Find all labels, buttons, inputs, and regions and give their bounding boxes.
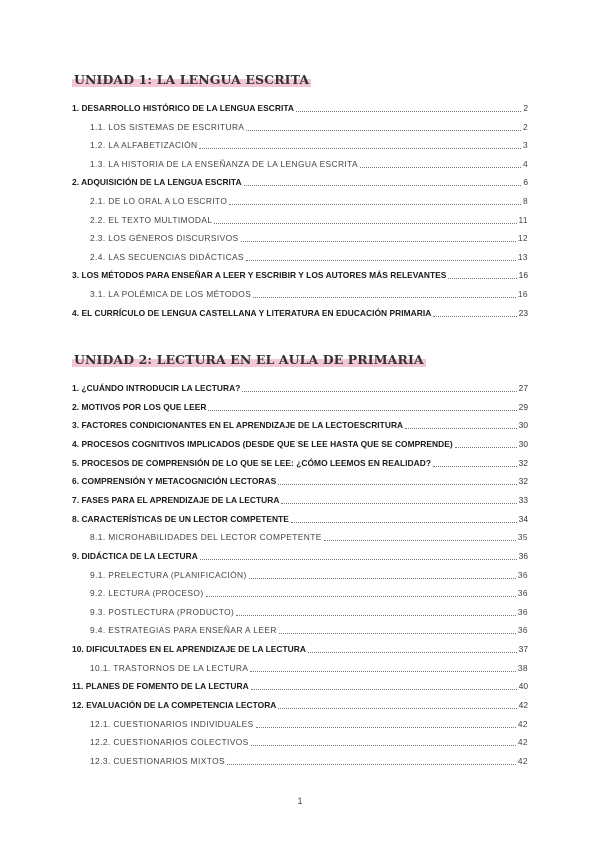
unit-2-title: UNIDAD 2: LECTURA EN EL AULA DE PRIMARIA [74,352,424,367]
dot-leader [249,577,516,579]
dot-leader [200,558,517,560]
toc-entry-page: 6 [523,177,528,188]
toc-entry-page: 36 [517,569,528,580]
dot-leader [251,688,517,690]
dot-leader [246,259,516,261]
toc-entry-title: 1.3. LA HISTORIA DE LA ENSEÑANZA DE LA LENGUA ESCRITA [90,158,359,169]
toc-entry[interactable] [72,174,528,188]
toc-entry-title: 2.1. DE LO ORAL A LO ESCRITO [90,196,228,206]
toc-entry[interactable] [72,380,528,394]
toc-entry[interactable] [90,249,528,263]
toc-entry[interactable] [72,455,528,469]
dot-leader [241,240,516,242]
toc-entry-title: 2.3. LOS GÉNEROS DISCURSIVOS [90,233,239,244]
toc-entry[interactable] [90,212,528,226]
toc-entry[interactable] [72,641,528,655]
toc-entry-title: 4. PROCESOS COGNITIVOS IMPLICADOS (DESDE QUE SE LEE HASTA QUE SE COMPRENDE) [72,438,453,449]
toc-entry-page: 16 [518,270,528,281]
dot-leader [281,502,516,504]
toc-entry-page: 32 [518,457,528,468]
toc-entry-page: 13 [517,251,528,262]
toc-entry-page: 42 [517,756,528,766]
toc-entry-title: 1. ¿CUÁNDO INTRODUCIR LA LECTURA? [72,383,241,393]
toc-entry-title: 1.2. LA ALFABETIZACIÓN [90,140,198,151]
toc-entry-title: 12.1. CUESTIONARIOS INDIVIDUALES [90,718,254,729]
toc-entry-page: 34 [518,513,528,524]
toc-entry-page: 40 [518,681,528,692]
dot-leader [242,390,516,392]
unit-1-title: UNIDAD 1: LA LENGUA ESCRITA [74,72,310,87]
toc-entry-page: 27 [518,383,528,393]
toc-entry-page: 2 [522,121,528,132]
dot-leader [291,521,517,523]
dot-leader [214,222,516,224]
dot-leader [279,632,516,634]
toc-entry-title: 3. FACTORES CONDICIONANTES EN EL APRENDIZAJE DE LA LECTOESCRITURA [72,420,404,431]
toc-entry-title: 9. DIDÁCTICA DE LA LECTURA [72,550,198,561]
toc-entry-title: 2. ADQUISICIÓN DE LA LENGUA ESCRITA [72,177,242,188]
dot-leader [206,595,516,597]
toc-entry-title: 2. MOTIVOS POR LOS QUE LEER [72,401,207,412]
toc-entry-title: 11. PLANES DE FOMENTO DE LA LECTURA [72,681,249,692]
toc-entry[interactable] [90,286,528,300]
toc-entry-page: 36 [518,550,528,561]
toc-entry-page: 30 [518,420,528,431]
toc-entry-page: 36 [517,588,528,599]
toc-entry-title: 1.1. LOS SISTEMAS DE ESCRITURA [90,121,245,132]
toc-entry-page: 4 [522,158,528,169]
dot-leader [278,707,516,709]
toc-entry-page: 37 [518,644,528,655]
dot-leader [250,670,516,672]
toc-entry[interactable] [72,678,528,692]
toc-entry-title: 9.2. LECTURA (PROCESO) [90,588,204,599]
toc-entry-page: 2 [523,103,528,113]
toc-entry-title: 3.1. LA POLÉMICA DE LOS MÉTODOS [90,289,252,299]
toc-entry-title: 5. PROCESOS DE COMPRENSIÓN DE LO QUE SE LEE: ¿CÓMO LEEMOS EN REALIDAD? [72,457,432,468]
toc-entry-page: 30 [518,438,528,449]
toc-entry-title: 12. EVALUACIÓN DE LA COMPETENCIA LECTORA [72,700,277,711]
toc-entry[interactable] [72,100,528,114]
toc-entry[interactable] [72,697,528,711]
toc-entry-title: 7. FASES PARA EL APRENDIZAJE DE LA LECTURA [72,494,280,505]
toc-entry-page: 33 [518,494,528,505]
toc-entry-title: 1. DESARROLLO HISTÓRICO DE LA LENGUA ESCRITA [72,103,294,113]
dot-leader [236,614,516,616]
dot-leader [227,763,516,765]
dot-leader [360,166,521,168]
toc-entry[interactable] [90,622,528,636]
dot-leader [455,446,517,448]
toc-entry[interactable] [90,230,528,244]
dot-leader [433,315,516,317]
toc-entry[interactable] [90,585,528,599]
toc-entry-title: 10.1. TRASTORNOS DE LA LECTURA [90,662,249,673]
toc-entry-page: 42 [517,737,528,748]
toc-entry[interactable] [90,716,528,730]
toc-entry[interactable] [90,193,528,207]
toc-entry-page: 42 [518,700,528,711]
dot-leader [251,744,516,746]
toc-entry-page: 12 [517,233,528,244]
toc-entry-title: 2.4. LAS SECUENCIAS DIDÁCTICAS [90,251,244,262]
dot-leader [448,277,516,279]
toc-entry[interactable] [72,267,528,281]
toc-entry-page: 38 [517,662,528,673]
dot-leader [296,110,521,112]
toc-entry-title: 12.3. CUESTIONARIOS MIXTOS [90,756,225,766]
toc-entry-title: 9.4. ESTRATEGIAS PARA ENSEÑAR A LEER [90,625,277,636]
toc-entry[interactable] [90,660,528,674]
toc-entry-title: 4. EL CURRÍCULO DE LENGUA CASTELLANA Y LITERATURA EN EDUCACIÓN PRIMARIA [72,307,432,318]
toc-entry[interactable] [90,137,528,151]
toc-entry-page: 11 [518,214,528,225]
toc-entry[interactable] [72,548,528,562]
dot-leader [278,483,516,485]
toc-entry-title: 10. DIFICULTADES EN EL APRENDIZAJE DE LA LECTURA [72,644,306,655]
toc-entry[interactable] [72,417,528,431]
dot-leader [308,651,517,653]
dot-leader [244,184,522,186]
toc-entry-page: 42 [517,718,528,729]
toc-entry-title: 9.1. PRELECTURA (PLANIFICACIÓN) [90,569,247,580]
toc-entry[interactable] [72,305,528,319]
dot-leader [433,465,517,467]
dot-leader [256,726,516,728]
dot-leader [199,147,520,149]
toc-entry-page: 3 [522,140,528,151]
toc-entry-page: 36 [517,625,528,636]
toc-entry-title: 9.3. POSTLECTURA (PRODUCTO) [90,606,235,617]
dot-leader [208,409,516,411]
toc-entry[interactable] [72,399,528,413]
toc-entry[interactable] [72,473,528,487]
toc-entry[interactable] [90,567,528,581]
toc-entry-title: 2.2. EL TEXTO MULTIMODAL [90,214,213,225]
toc-entry[interactable] [90,604,528,618]
dot-leader [246,129,521,131]
toc-entry-page: 32 [518,476,528,487]
toc-entry-title: 3. LOS MÉTODOS PARA ENSEÑAR A LEER Y ESCRIBIR Y LOS AUTORES MÁS RELEVANTES [72,270,447,281]
page-number: 1 [297,796,303,806]
toc-entry[interactable] [90,529,528,543]
dot-leader [253,296,516,298]
toc-entry[interactable] [72,511,528,525]
toc-entry-title: 8. CARACTERÍSTICAS DE UN LECTOR COMPETENTE [72,513,289,524]
toc-entry[interactable] [90,119,528,133]
toc-entry-title: 6. COMPRENSIÓN Y METACOGNICIÓN LECTORAS [72,476,277,487]
toc-entry[interactable] [90,156,528,170]
toc-entry-title: 8.1. MICROHABILIDADES DEL LECTOR COMPETENTE [90,532,322,543]
toc-entry-page: 29 [518,401,528,412]
dot-leader [229,203,521,205]
toc-entry[interactable] [72,492,528,506]
dot-leader [324,539,516,541]
toc-entry[interactable] [90,753,528,767]
toc-entry-page: 23 [518,307,528,318]
toc-entry[interactable] [72,436,528,450]
toc-entry-page: 36 [517,606,528,617]
toc-entry[interactable] [90,734,528,748]
toc-entry-page: 8 [522,196,528,206]
dot-leader [405,427,517,429]
toc-entry-page: 16 [517,289,528,299]
toc-entry-page: 35 [517,532,528,543]
toc-entry-title: 12.2. CUESTIONARIOS COLECTIVOS [90,737,249,748]
